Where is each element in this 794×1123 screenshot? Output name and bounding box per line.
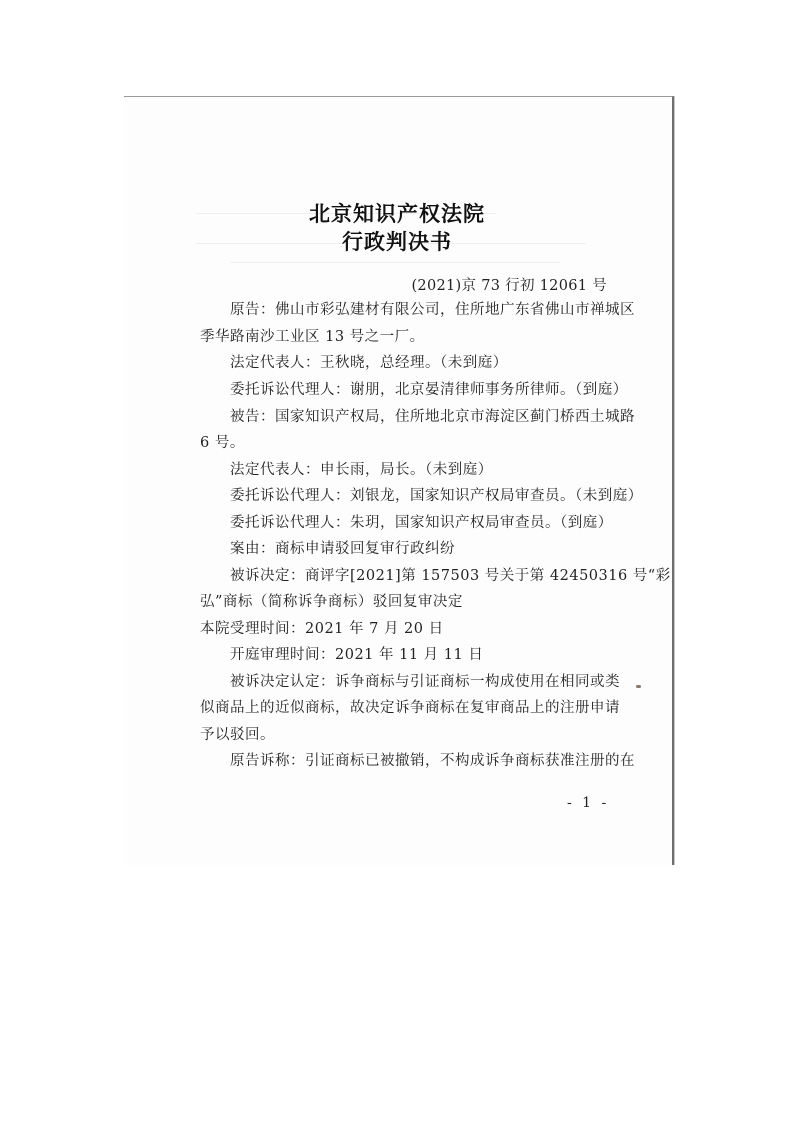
body-line: 被诉决定：商评字[2021]第 157503 号关于第 42450316 号“彩	[230, 568, 671, 584]
page-number: - 1 -	[567, 795, 610, 811]
body-line: 被诉决定认定：诉争商标与引证商标一构成使用在相同或类	[230, 674, 620, 690]
body-line: 似商品上的近似商标，故决定诉争商标在复审商品上的注册申请	[200, 700, 620, 716]
body-line: 委托诉讼代理人：刘银龙，国家知识产权局审查员。（未到庭）	[230, 488, 643, 504]
body-line: 本院受理时间：2021 年 7 月 20 日	[200, 621, 444, 637]
document-type: 行政判决书	[342, 229, 452, 254]
body-line: 案由：商标申请驳回复审行政纠纷	[230, 541, 455, 557]
body-line: 委托诉讼代理人：朱玥，国家知识产权局审查员。（到庭）	[230, 515, 613, 531]
court-name: 北京知识产权法院	[309, 201, 485, 226]
body-line: 被告：国家知识产权局，住所地北京市海淀区蓟门桥西土城路	[230, 409, 635, 425]
body-line: 委托诉讼代理人：谢朋，北京晏清律师事务所律师。（到庭）	[230, 382, 628, 398]
body-line: 开庭审理时间：2021 年 11 月 11 日	[230, 647, 484, 663]
body-line: 季华路南沙工业区 13 号之一厂。	[200, 329, 425, 345]
body-line: 6 号。	[200, 435, 245, 451]
body-line: 原告：佛山市彩弘建材有限公司，住所地广东省佛山市禅城区	[230, 302, 635, 318]
body-line: 法定代表人：王秋晓，总经理。（未到庭）	[230, 355, 508, 371]
body-line: 原告诉称：引证商标已被撤销，不构成诉争商标获准注册的在	[230, 753, 635, 769]
case-number: (2021)京 73 行初 12061 号	[411, 278, 607, 294]
scan-speck	[636, 685, 641, 688]
body-line: 弘”商标（简称诉争商标）驳回复审决定	[200, 594, 463, 610]
body-line: 法定代表人：申长雨，局长。（未到庭）	[230, 462, 493, 478]
body-line: 予以驳回。	[200, 727, 275, 743]
bleed-through-mark	[230, 262, 560, 263]
